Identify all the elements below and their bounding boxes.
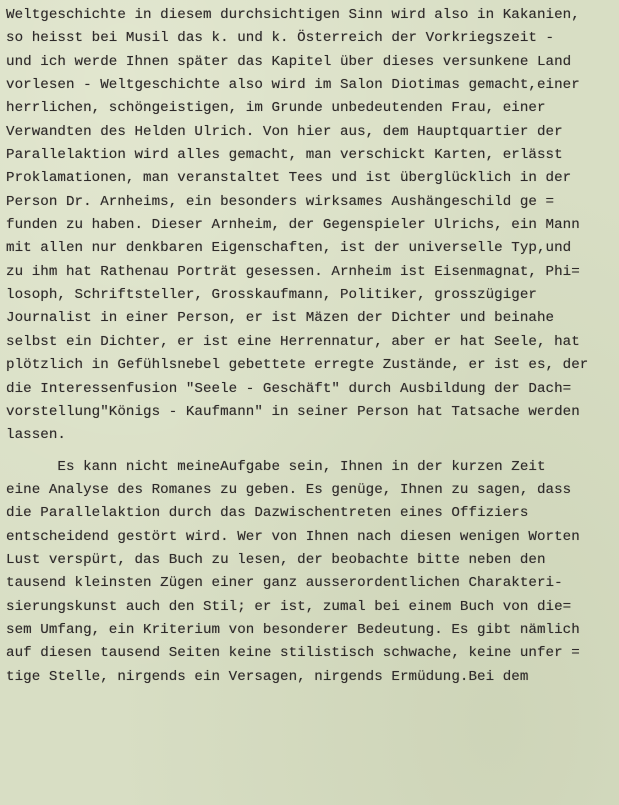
text-line: sem Umfang, ein Kriterium von besonderer Bedeutung. Es gibt nämlich xyxy=(6,621,580,638)
text-line: herrlichen, schöngeistigen, im Grunde unbedeutenden Frau, einer xyxy=(6,100,546,117)
text-line: Es kann nicht meineAufgabe sein, Ihnen in der kurzen Zeit xyxy=(6,458,546,475)
text-line: die Interessenfusion "Seele - Geschäft" durch Ausbildung der Dach= xyxy=(6,380,572,397)
text-line: funden zu haben. Dieser Arnheim, der Gegenspieler Ulrichs, ein Mann xyxy=(6,217,580,234)
text-line: Lust verspürt, das Buch zu lesen, der beobachte bitte neben den xyxy=(6,551,546,568)
text-line: auf diesen tausend Seiten keine stilistisch schwache, keine unfer = xyxy=(6,645,580,662)
text-line: tige Stelle, nirgends ein Versagen, nirgends Ermüdung.Bei dem xyxy=(6,668,529,685)
text-line: vorstellung"Königs - Kaufmann" in seiner Person hat Tatsache werden xyxy=(6,403,580,420)
text-line: und ich werde Ihnen später das Kapitel über dieses versunkene Land xyxy=(6,53,572,70)
text-line: entscheidend gestört wird. Wer von Ihnen nach diesen wenigen Worten xyxy=(6,528,580,545)
text-line: Journalist in einer Person, er ist Mäzen der Dichter und beinahe xyxy=(6,310,555,327)
text-line: tausend kleinsten Zügen einer ganz ausserordentlichen Charakteri- xyxy=(6,575,563,592)
text-line: vorlesen - Weltgeschichte also wird im Salon Diotimas gemacht,einer xyxy=(6,77,580,94)
text-line: die Parallelaktion durch das Dazwischentreten eines Offiziers xyxy=(6,505,529,522)
text-line: mit allen nur denkbaren Eigenschaften, ist der universelle Typ,und xyxy=(6,240,572,257)
text-line: Proklamationen, man veranstaltet Tees und ist überglücklich in der xyxy=(6,170,572,187)
document-text-block xyxy=(6,4,616,689)
text-line: sierungskunst auch den Stil; er ist, zumal bei einem Buch von die= xyxy=(6,598,572,615)
text-line: Weltgeschichte in diesem durchsichtigen Sinn wird also in Kakanien, xyxy=(6,7,580,23)
text-line: losoph, Schriftsteller, Grosskaufmann, Politiker, grosszügiger xyxy=(6,287,537,304)
text-line: plötzlich in Gefühlsnebel gebettete erregte Zustände, er ist es, der xyxy=(6,357,589,374)
paragraph-break xyxy=(6,448,616,456)
text-line: Verwandten des Helden Ulrich. Von hier aus, dem Hauptquartier der xyxy=(6,123,563,140)
text-line: selbst ein Dichter, er ist eine Herrennatur, aber er hat Seele, hat xyxy=(6,333,580,350)
text-line: Parallelaktion wird alles gemacht, man verschickt Karten, erlässt xyxy=(6,147,563,164)
text-line: so heisst bei Musil das k. und k. Österreich der Vorkriegszeit - xyxy=(6,30,555,47)
text-line: eine Analyse des Romanes zu geben. Es genüge, Ihnen zu sagen, dass xyxy=(6,481,572,498)
text-line: zu ihm hat Rathenau Porträt gesessen. Arnheim ist Eisenmagnat, Phi= xyxy=(6,263,580,280)
text-line: lassen. xyxy=(6,427,66,444)
text-line: Person Dr. Arnheims, ein besonders wirksames Aushängeschild ge = xyxy=(6,193,555,210)
